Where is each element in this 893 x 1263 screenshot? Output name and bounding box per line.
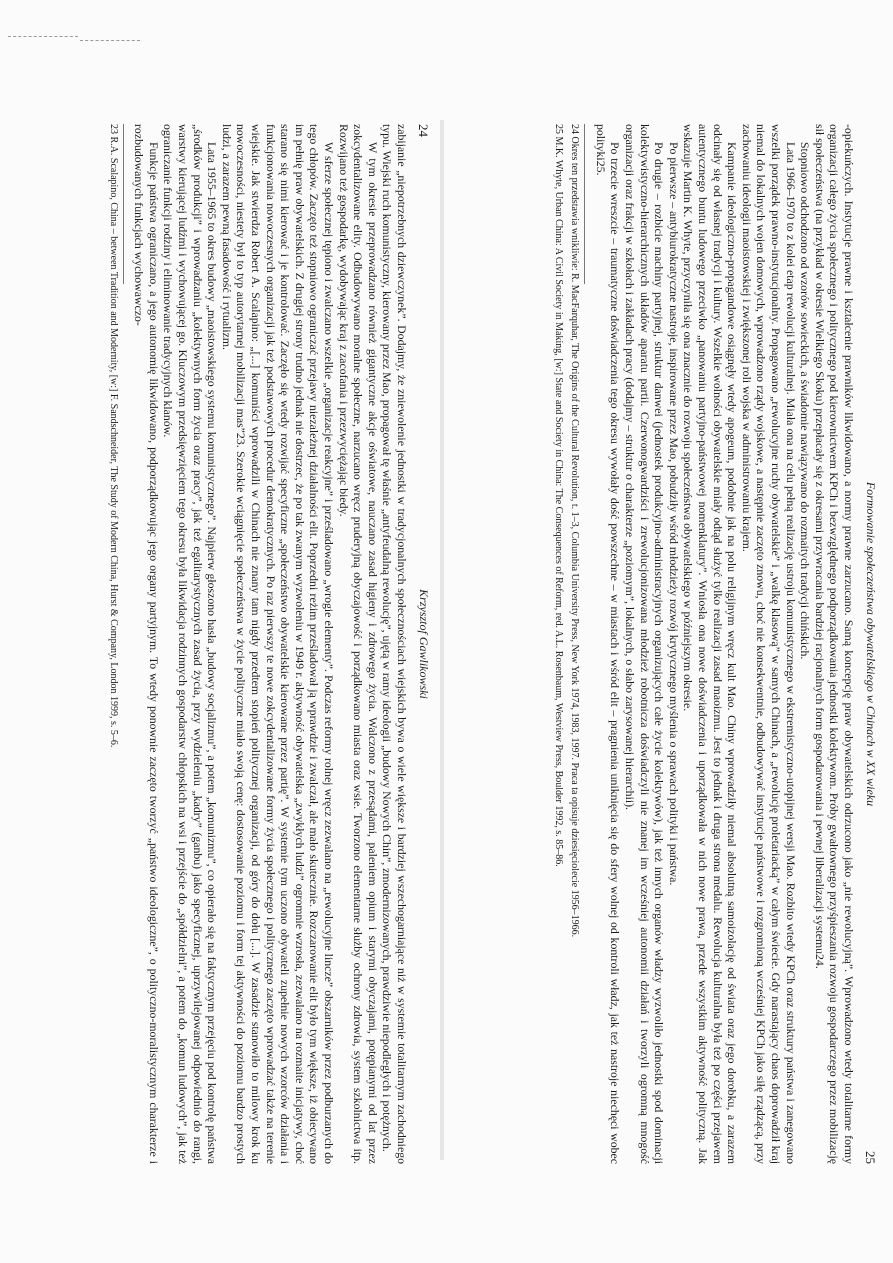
left-page-header [409,124,433,1164]
footnote-rule [123,124,124,284]
page-number: 25 [863,1151,878,1164]
footnote-rule [584,124,585,284]
running-head: Krzysztof Gawlikowski [417,589,431,699]
right-body-text [593,124,856,1164]
running-head: Formowanie społeczeństwa obywatelskiego w Chinach w XX wieku [864,481,878,807]
right-page [530,124,880,1164]
right-page-header [856,124,880,1164]
paragraph: Po pierwsze – antybiurokratyczne nastroje, inspirowane przez Mao, pobudziły wśród młodzieży rozwój krytycznego myślenia o sprawach polityki i państwa. [666,142,681,886]
paragraph: Stopniowo odchodzono od wzorów sowieckich, a świadomie nawiązywano do rozmaitych tradycji chińskich. [798,142,813,660]
paragraph: W tym okresie przeprowadzano również gigantyczne akcje oświatowe, nauczano zasad higieny i zdrowego życia. Walczono z przesądami, paleniem opium i starymi obyczajami, potępianymi od lat przez zokcydentalizowane elity. Odbudowywano moralne społeczne, narzucano wręcz pruderyjną obyczajowość i porządkowano miasta oraz wsie. Tworzono elementarne służby ochrony zdrowia, system szkolnictwa itp. Rozwijano też gospodarkę, wydobywając kraj z zacofania i przezwyciężając biedy. [336,124,380,1164]
paragraph: Funkcje państwa ograniczano, a jego autonomię likwidowano, podporządkowując jego organy partyjnym. To wtedy ponownie zaczęto tworzyć „państwo ideologiczne”, o polityczno-moralistycznym charakterze i rozbudowanych funkcjach wychowawczo- [132,124,161,1164]
paragraph: W sferze społecznej tępiono i zwalczano wszelkie „organizacje reakcyjne” i prześladowano „wrogie elementy”. Podczas reformy rolnej wręcz zezwalano na „rewolucyjne lincze” obszarników przez podburzanych do tego chłopów. Zaczęto też stopniowo ograniczać przejawy niezależnej działalności elit. Poprzedni reżim prześladował ją wprawdzie i zwalczał, ale mało skutecznie. Rozczarowanie elit było tym większe, iż obiecywano im pełnię praw obywatelskich. Z drugiej strony trudno jednak nie dostrzec, że po tak zwanym wyzwoleniu w 1949 r. aktywność obywatelska „zwykłych ludzi” ogromnie wzrosła, zezwalano na rozmaite inicjatywy, choć starano się nimi kierować i je kontrolować. Zaczęło się wtedy rozwijać specyficzne „społeczeństwo obywatelskie kierowane przez partię”. W systemie tym uczono obywateli zupełnie nowych wzorców działania i funkcjonowania nowoczesnych organizacji jak też podstawowych procedur demokratycznych. Po raz pierwszy te nowe zokcydentalizowane formy życia społecznego i politycznego zaczęto wprowadzać także na terenie wiejskie. Jak stwierdza Robert A. Scalapino: „[...] komuniści wprowadzili w Chinach nie znany tam nigdy przedtem stopień politycznej organizacji, od góry do dołu [...]. W zasadzie stanowiło to milowy krok ku nowoczesności, niestety był to typ autorytarnej mobilizacji mas”23. Szerokie wciągnięcie społeczeństwa w życie polityczne miało swoją cenę: dostosowanie poziomu i form tej aktywności do poziomu bardzo prostych ludzi, a zarazem pewną fasadowość i rytualizm. [219,124,337,1164]
page-number: 24 [416,124,431,137]
paragraph: -opiekuńczych. Instytucje prawne i kształcenie prawników likwidowano, a normy prawne zarzucano. Samą koncepcję praw obywatelskich odrzucono jako „nie rewolucyjną”. Wprowadzono wtedy totalitarne formy organizacji całego życia społecznego i politycznego pod kierownictwem KPCh i bezwzględnego podporządkowania jednostki kolektywom. Próby gwałtownego przyśpieszania rozwoju gospodarczego przez mobilizację sił społeczeństwa (na przykład w okresie Wielkiego Skoku) przepłacały się z okresami przywracania bardziej racjonalnych form gospodarowania i pewnej liberalizacji systemu24. [812,124,856,1164]
scan-edge-mark [80,40,140,41]
page-gutter [440,120,444,1160]
scan-edge-mark [8,36,78,37]
footnote: 23 R.A. Scalapino, China – between Tradition and Modernity, [w:] F. Sandschneider, The Study of Modern China, Hurst & Company, London 1999, s. 5–6. [107,124,119,748]
left-page [83,124,433,1164]
paragraph: Po trzecie wreszcie – traumatyczne doświadczenia tego okresu wywołały dość powszechne – w miastach i wśród elit – pragnienia uniknięcia się do sfery wolnej od kontroli władz, jak też nastroje niechęci wobec polityki25. [593,124,623,1164]
footnote: 25 M.K. Whyte, Urban China: A Civil Society in Making, [w:] State and Society in China: The Consequences of Reform, red. A.L. Rosenbaum, Westview Press, Boulder 1992, s. 85–86. [552,124,564,867]
paragraph: Po drugie – rozbicie machiny partyjnej, struktur danwei (jednostek produkcyjno-administracyjnych organizujących całe życie kolektywów), jak też innych organów władzy wyzwoliło jednostki spod dominacji kolektywistyczno-hierarchicznych układów aparatu partii. Czerwonogwardziści i zrewolucjonizowana młodzież robotnicza doświadczyli nie znanej im wcześniej autonomii działań i tworzyli ogromną mnogość organizacji oraz frakcji w szkołach i zakładach pracy (dodajmy – struktur o charakterze „poziomym”, lokalnych, o słabo zarysowanej hierarchii). [623,124,667,1164]
footnote: 24 Okres ten przedstawia wnikliwie: R. MacFarquhar, The Origins of the Cultural Revolution, t. 1–3, Columbia University Press, New York 1974, 1983, 1997. Praca ta opisuje dziesięciolecie 1956–1966. [569,124,581,938]
paragraph: Lata 1966–1970 to z kolei etap rewolucji kulturalnej. Miała ona na celu pełną realizację ustroju komunistycznego w ekstremistyczno-utopijnej wersji Mao. Rozbito wtedy KPCh oraz struktury państwa i zanegowano wszelki porządek prawno-instytucjonalny. Propagowano „rewolucyjne ruchy obywatelskie” i „walkę klasową” w samych Chinach, a „rewolucję proletariacką” w całym świecie. Gdy narastający chaos doprowadził kraj niemal do lokalnych wojen domowych, wprowadzono rządy wojskowe, a następnie zaczęto znowu, choć nie konsekwentnie, odbudowywać instytucje państwowe i rozgromioną wcześniej KPCh jako siłę rządzącą, przy zachowaniu ideologii maoistowskiej i zwiększonej roli wojska w administrowaniu krajem. [739,124,798,1164]
paragraph: zabijanie „niepotrzebnych dziewczynek”. Dodajmy, że zniewolenie jednostki w tradycjonalnych społecznościach wiejskich bywa o wiele większe i bardziej wszechogarniające niż w systemie totalitarnym zachodniego typu. Wiejski ruch komunistyczny, kierowany przez Mao, propagował tę właśnie „antyfeudalną rewolucję”, ujętą w ramy ideologii „budowy Nowych Chin”, zmodernizowanych, prawdziwie niepodległych i potężnych. [380,124,409,1164]
paragraph: Lata 1955–1965 to okres budowy „maoistowskiego systemu komunistycznego”. Najpierw głoszono hasła „budowy socjalizmu”, a potem „komunizmu”, co opierało się na faktycznym przejęciu pod kontrolę państwa „środków produkcji” i wprowadzaniu „kolektywnych form życia oraz pracy”, jak też egalitarystycznych zasad życia, przy wydzieleniu „kadry” (ganbu) jako specyficznej, uprzywilejowanej odpowiednio do rangi, warstwy kierującej ludźmi i wychowującej go. Kluczowym przedsięwzięciem tego okresu była likwidacja rodzinnych gospodarstw chłopskich na wsi i przejście do „spółdzielni”, a potem do „komun ludowych”, jak też ograniczanie funkcji rodziny i eliminowanie tradycyjnych klanów. [161,124,220,1164]
paragraph: Kampanie ideologiczno-propagandowe osiągnęły wtedy apogeum, podobnie jak na polu religijnym wręcz kult Mao. Chiny wprowadziły niemal absolutną samoizolację od świata oraz jego dorobku, a zarazem odcinały się od własnej tradycji i kultury. Wszelkie wolności obywatelskie miały odtąd służyć tylko realizacji zasad maoizmu. Jest to jednak i druga strona medalu. Rewolucja kulturalna była też po części przejawem autentycznego buntu ludowego przeciwko „panowaniu partyjno-państwowej nomenklatury”. Wniosła ona nowe doświadczenia i uporządkowała w nich nowe prawa, przede wszystkim aktywność polityczną. Jak wskazuje Martin K. Whyte, przyczyniła się ona znacznie do rozwoju społeczeństwa obywatelskiego w późniejszym okresie. [681,124,740,1164]
left-body-text [132,124,409,1164]
